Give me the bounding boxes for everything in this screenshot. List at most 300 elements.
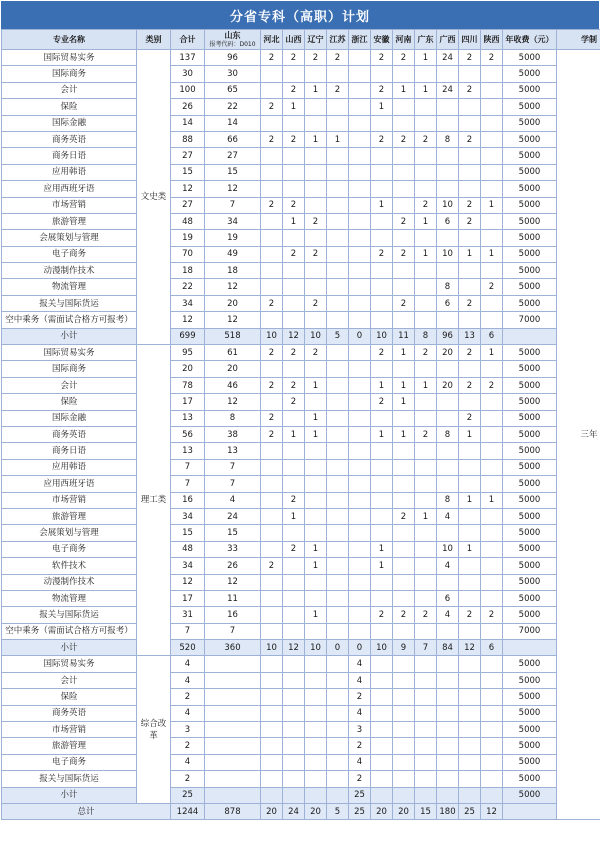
table-cell: 0 [327,640,349,656]
table-cell: 6 [437,295,459,311]
table-cell [261,361,283,377]
table-cell [415,541,437,557]
table-cell [459,459,481,475]
major-name: 软件技术 [2,558,137,574]
table-cell [371,754,393,770]
table-cell: 2 [261,377,283,393]
table-cell [481,99,503,115]
table-cell: 30 [171,66,205,82]
table-cell [371,656,393,672]
table-cell: 24 [205,508,261,524]
table-cell: 878 [205,803,261,819]
table-cell [415,410,437,426]
major-name: 保险 [2,394,137,410]
table-cell [205,754,261,770]
table-cell [437,181,459,197]
table-cell: 2 [171,771,205,787]
table-cell: 20 [437,345,459,361]
table-cell: 27 [171,148,205,164]
table-cell: 10 [305,328,327,344]
table-cell [371,115,393,131]
table-cell: 8 [415,328,437,344]
table-cell [437,787,459,803]
major-name: 市场营销 [2,197,137,213]
major-name: 应用西班牙语 [2,181,137,197]
table-cell: 20 [171,361,205,377]
table-cell: 4 [437,607,459,623]
table-cell: 27 [205,148,261,164]
table-cell: 8 [205,410,261,426]
table-cell [283,787,305,803]
table-row [2,148,600,164]
table-cell: 2 [459,607,481,623]
table-cell [437,722,459,738]
table-cell [283,410,305,426]
major-name: 物流管理 [2,279,137,295]
table-cell [481,426,503,442]
table-row [2,672,600,688]
table-cell: 1 [371,558,393,574]
table-cell [393,197,415,213]
table-cell [393,66,415,82]
table-cell [261,672,283,688]
table-cell [415,689,437,705]
subtotal-row [2,787,600,803]
table-cell [459,361,481,377]
table-cell [459,705,481,721]
table-cell [349,476,371,492]
table-cell [415,263,437,279]
table-cell [283,361,305,377]
table-cell: 15 [171,164,205,180]
table-cell: 8 [437,492,459,508]
table-cell: 2 [459,295,481,311]
table-cell [481,508,503,524]
table-cell [305,623,327,639]
table-cell [327,377,349,393]
table-cell [459,689,481,705]
table-cell [481,82,503,98]
table-cell [327,525,349,541]
table-cell [371,525,393,541]
table-cell: 5000 [503,230,557,246]
table-cell [437,574,459,590]
table-cell [393,361,415,377]
table-cell [305,263,327,279]
table-cell: 20 [437,377,459,393]
table-row [2,263,600,279]
table-cell [305,574,327,590]
table-cell: 25 [171,787,205,803]
table-cell [437,115,459,131]
table-cell [415,459,437,475]
table-row [2,738,600,754]
table-cell: 4 [349,656,371,672]
table-cell [393,574,415,590]
table-cell: 10 [305,640,327,656]
table-cell: 1 [305,82,327,98]
table-cell [327,99,349,115]
table-cell [415,754,437,770]
table-cell [459,623,481,639]
major-name: 会展策划与管理 [2,230,137,246]
major-name: 动漫制作技术 [2,574,137,590]
table-cell [327,148,349,164]
table-cell [437,66,459,82]
table-cell [327,164,349,180]
table-cell: 7 [205,459,261,475]
table-cell [437,164,459,180]
table-cell: 33 [205,541,261,557]
table-cell [283,656,305,672]
table-cell [415,148,437,164]
table-cell: 4 [171,656,205,672]
table-cell [371,230,393,246]
table-cell [327,361,349,377]
table-cell: 2 [283,131,305,147]
table-cell [305,230,327,246]
table-cell: 1 [305,410,327,426]
header-total: 合计 [171,30,205,50]
table-row [2,164,600,180]
table-cell: 1244 [171,803,205,819]
table-cell [261,115,283,131]
table-cell [327,754,349,770]
table-cell: 2 [415,607,437,623]
table-cell [371,263,393,279]
major-name: 小计 [2,787,137,803]
table-cell [305,312,327,328]
category-label: 综合改革 [140,718,168,742]
table-cell: 137 [171,50,205,66]
table-cell [305,689,327,705]
table-row [2,590,600,606]
table-cell [393,410,415,426]
table-row [2,213,600,229]
table-cell [393,99,415,115]
table-cell: 5000 [503,131,557,147]
table-cell [349,66,371,82]
page-title: 分省专科（高职）计划 [1,1,599,29]
table-cell [371,738,393,754]
table-cell [371,722,393,738]
table-cell: 5000 [503,443,557,459]
table-cell [305,771,327,787]
table-cell [393,492,415,508]
table-cell [349,131,371,147]
table-cell: 1 [393,345,415,361]
table-cell: 2 [393,295,415,311]
table-cell: 17 [171,394,205,410]
table-cell [481,476,503,492]
table-cell [371,148,393,164]
major-name: 电子商务 [2,541,137,557]
table-cell: 5 [327,803,349,819]
table-cell [283,263,305,279]
table-cell: 5000 [503,197,557,213]
table-cell [459,443,481,459]
header-shandong-code: 报考代码：D010 [205,40,260,49]
table-cell [459,279,481,295]
table-cell: 25 [349,787,371,803]
major-name: 国际贸易实务 [2,656,137,672]
plan-table [1,29,600,820]
table-row [2,131,600,147]
table-cell: 15 [205,164,261,180]
table-cell [283,689,305,705]
table-cell: 3 [349,722,371,738]
major-name: 小计 [2,640,137,656]
table-cell [261,148,283,164]
table-cell: 20 [305,803,327,819]
table-cell: 1 [393,377,415,393]
table-cell [481,574,503,590]
plan-table-panel [1,1,599,848]
table-cell: 5000 [503,459,557,475]
table-cell [393,541,415,557]
table-cell [415,525,437,541]
table-cell [415,230,437,246]
table-cell: 38 [205,426,261,442]
table-cell: 5000 [503,394,557,410]
table-cell [481,738,503,754]
table-cell: 24 [283,803,305,819]
table-cell: 2 [283,394,305,410]
table-cell [371,312,393,328]
table-cell: 5000 [503,99,557,115]
category-cell [137,656,171,804]
table-row [2,312,600,328]
table-cell: 5000 [503,705,557,721]
table-cell: 5000 [503,672,557,688]
table-cell [415,295,437,311]
major-name: 国际贸易实务 [2,345,137,361]
table-cell [481,164,503,180]
table-cell [305,394,327,410]
table-cell: 2 [459,345,481,361]
table-cell [415,771,437,787]
table-cell: 2 [481,50,503,66]
table-cell [261,476,283,492]
table-cell: 2 [171,738,205,754]
table-cell [437,312,459,328]
table-cell [481,541,503,557]
table-cell [459,230,481,246]
table-cell: 5000 [503,525,557,541]
table-cell [481,787,503,803]
table-cell [327,115,349,131]
header-province: 山西 [283,30,305,50]
table-cell: 1 [371,541,393,557]
table-cell [393,656,415,672]
table-cell [459,99,481,115]
table-cell [481,443,503,459]
table-cell: 17 [171,590,205,606]
table-cell: 5000 [503,115,557,131]
table-cell: 1 [459,426,481,442]
table-cell: 5000 [503,541,557,557]
table-cell [283,771,305,787]
table-cell: 4 [171,672,205,688]
table-cell [261,607,283,623]
header-shandong [205,30,261,50]
table-row [2,705,600,721]
table-cell [327,181,349,197]
table-cell: 12 [205,279,261,295]
table-cell: 96 [437,328,459,344]
table-cell: 5000 [503,377,557,393]
table-cell [305,99,327,115]
table-cell [393,771,415,787]
major-name: 空中乘务（需面试合格方可报考） [2,312,137,328]
table-cell: 8 [437,279,459,295]
table-cell: 2 [393,50,415,66]
table-cell [261,689,283,705]
table-row [2,50,600,66]
table-cell [283,181,305,197]
table-cell [327,738,349,754]
table-cell [393,738,415,754]
table-cell [415,361,437,377]
table-cell: 2 [283,246,305,262]
table-cell: 7000 [503,623,557,639]
table-cell: 25 [459,803,481,819]
table-cell: 70 [171,246,205,262]
table-cell [481,394,503,410]
duration-cell: 三年 [557,50,600,820]
table-cell: 10 [261,640,283,656]
table-cell [261,492,283,508]
table-cell: 4 [349,705,371,721]
table-cell: 24 [437,50,459,66]
table-cell: 2 [415,197,437,213]
table-cell: 5000 [503,164,557,180]
table-row [2,181,600,197]
table-cell: 1 [371,426,393,442]
table-cell [371,771,393,787]
table-cell: 11 [393,328,415,344]
table-cell [349,213,371,229]
header-province: 辽宁 [305,30,327,50]
table-cell [437,623,459,639]
table-cell [283,623,305,639]
major-name: 会计 [2,377,137,393]
table-cell: 5000 [503,426,557,442]
table-cell: 84 [437,640,459,656]
table-cell [415,115,437,131]
table-cell [261,66,283,82]
table-cell [437,771,459,787]
table-cell: 22 [171,279,205,295]
table-cell [393,181,415,197]
table-cell: 34 [171,508,205,524]
table-cell [283,230,305,246]
table-row [2,230,600,246]
table-cell: 2 [261,50,283,66]
category-label: 理工类 [140,494,168,506]
table-cell [481,263,503,279]
table-cell: 12 [205,574,261,590]
table-cell [481,148,503,164]
table-cell [459,148,481,164]
table-cell: 2 [459,213,481,229]
header-province: 广西 [437,30,459,50]
category-cell [137,345,171,656]
table-cell: 8 [437,131,459,147]
table-cell: 5000 [503,738,557,754]
table-cell: 2 [459,82,481,98]
table-cell: 8 [437,426,459,442]
table-cell: 2 [371,131,393,147]
table-cell: 2 [459,131,481,147]
table-cell [371,492,393,508]
table-cell [283,722,305,738]
table-cell [371,623,393,639]
table-cell [481,66,503,82]
table-cell [327,295,349,311]
table-cell: 5000 [503,590,557,606]
table-cell: 26 [205,558,261,574]
table-cell [327,66,349,82]
table-cell [349,426,371,442]
table-row [2,541,600,557]
table-cell [261,705,283,721]
table-cell: 2 [481,607,503,623]
table-cell: 10 [437,541,459,557]
table-cell [371,590,393,606]
table-cell [305,590,327,606]
table-cell: 180 [437,803,459,819]
table-cell: 31 [171,607,205,623]
table-row [2,525,600,541]
table-cell [393,459,415,475]
table-cell: 12 [205,312,261,328]
table-row [2,246,600,262]
table-cell [305,705,327,721]
table-cell: 12 [205,394,261,410]
table-cell [205,722,261,738]
table-cell: 5000 [503,689,557,705]
table-cell [261,82,283,98]
table-cell: 48 [171,541,205,557]
table-cell: 15 [415,803,437,819]
major-name: 旅游管理 [2,738,137,754]
table-cell [415,623,437,639]
table-cell [205,672,261,688]
major-name: 市场营销 [2,722,137,738]
table-cell: 1 [283,426,305,442]
table-cell: 1 [415,377,437,393]
table-cell: 15 [171,525,205,541]
table-row [2,377,600,393]
table-cell [327,574,349,590]
table-cell: 1 [393,394,415,410]
table-cell: 2 [393,213,415,229]
table-cell: 1 [481,246,503,262]
table-cell [327,705,349,721]
major-name: 市场营销 [2,492,137,508]
table-row [2,443,600,459]
table-cell [371,476,393,492]
table-cell: 20 [205,295,261,311]
table-cell [415,738,437,754]
table-cell [371,459,393,475]
table-cell [283,312,305,328]
table-cell [393,590,415,606]
table-cell: 1 [415,508,437,524]
table-cell [261,738,283,754]
table-cell: 27 [171,197,205,213]
